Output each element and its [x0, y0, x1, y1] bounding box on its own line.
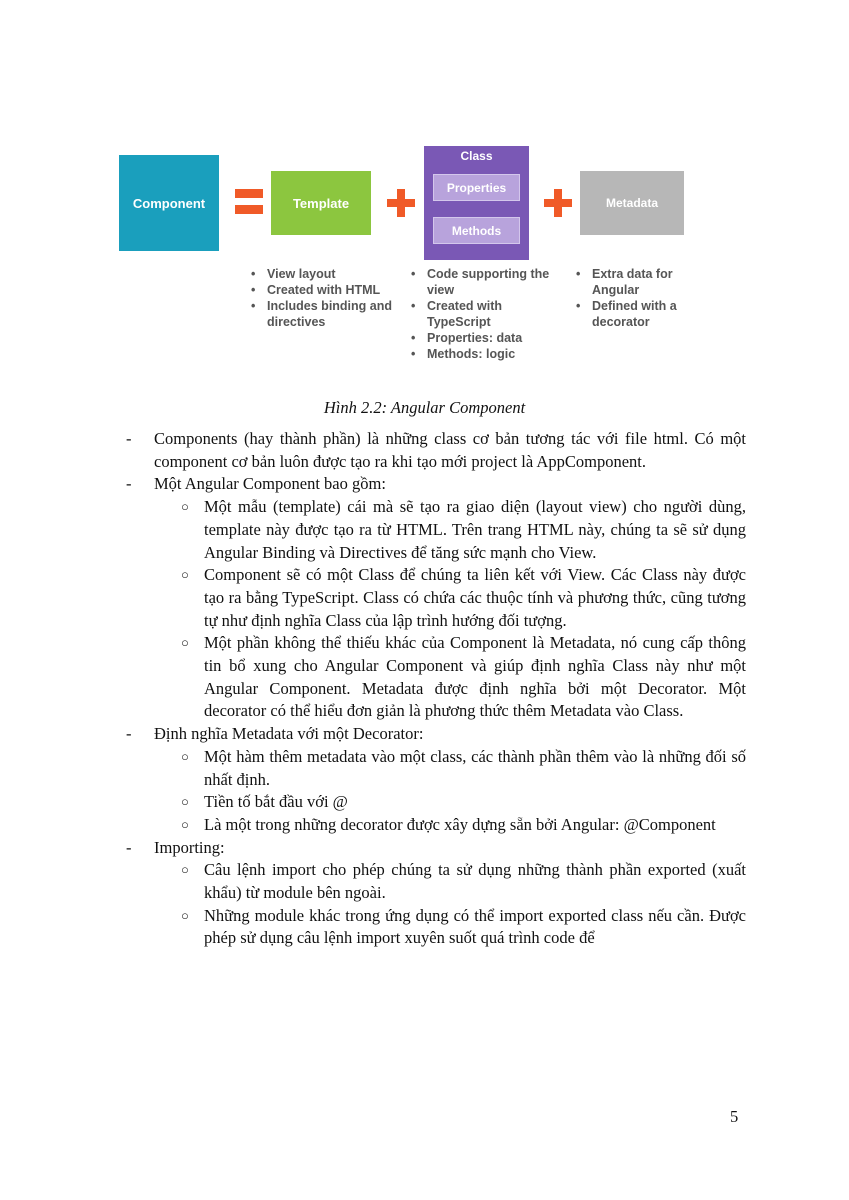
class-bullet: • Code supporting the view — [411, 266, 561, 298]
class-bullet: • Created with TypeScript — [411, 298, 561, 330]
sub-item — [126, 496, 746, 564]
circle-marker: ○ — [181, 816, 189, 832]
angular-component-diagram — [0, 0, 849, 380]
class-bullet: • Methods: logic — [411, 346, 561, 362]
template-label: Template — [292, 195, 350, 211]
list-item-text: Importing: — [154, 837, 225, 857]
sub-item-text: Là một trong những decorator được xây dựng sẵn bởi Angular: @Component — [204, 814, 716, 834]
sub-item-text: Câu lệnh import cho phép chúng ta sử dụng những thành phần exported (xuất khẩu) từ module bên ngoài. — [204, 860, 746, 903]
sub-item — [126, 905, 746, 950]
page-number: 5 — [730, 1107, 739, 1126]
template-box — [271, 171, 371, 235]
body-text — [126, 428, 746, 950]
sub-item-text: Một hàm thêm metadata vào một class, các thành phần thêm vào là những đối số nhất định. — [204, 746, 746, 789]
sub-item — [126, 859, 746, 904]
list-item — [126, 837, 746, 860]
class-properties-box: Properties — [433, 174, 520, 201]
dash-marker: - — [126, 724, 132, 744]
sub-item-text: Một mẫu (template) cái mà sẽ tạo ra giao diện (layout view) cho người dùng, template này được tạo ra từ HTML. Trên trang HTML này, chúng ta sẽ sử dụng Angular Binding và Directives để tăng sức mạnh cho View. — [204, 497, 746, 562]
list-item-text: Một Angular Component bao gồm: — [154, 474, 386, 494]
dash-marker: - — [126, 429, 132, 448]
class-box — [424, 146, 529, 260]
class-methods-box: Methods — [433, 217, 520, 244]
circle-marker: ○ — [181, 794, 189, 810]
sub-item-text: Một phần không thể thiếu khác của Component là Metadata, nó cung cấp thông tin bổ xung cho Angular Component và giúp định nghĩa Class này như một Angular Component. Metadata được định nghĩa bởi một Decorator. Một decorator có thể hiểu đơn giản là phương thức thêm Metadata vào Class. — [204, 633, 746, 721]
sub-item-text: Những module khác trong ứng dụng có thể import exported class nếu cần. Được phép sử dụng câu lệnh import xuyên suốt quá trình code để — [204, 905, 746, 948]
sub-item — [126, 746, 746, 791]
circle-marker: ○ — [181, 907, 189, 923]
metadata-box — [580, 171, 684, 235]
list-item — [126, 723, 746, 746]
sub-item — [126, 564, 746, 632]
sub-item — [126, 814, 746, 837]
class-label: Class — [460, 149, 493, 163]
sub-item-text: Tiền tố bắt đầu với @ — [204, 792, 348, 812]
class-bullet: • Properties: data — [411, 330, 561, 346]
plus-sign — [387, 189, 415, 217]
metadata-label: Metadata — [605, 196, 658, 210]
figure-caption: Hình 2.2: Angular Component — [323, 398, 526, 417]
metadata-bullet: • Extra data for Angular — [576, 266, 716, 298]
sub-item-text: Component sẽ có một Class để chúng ta liên kết với View. Các Class này được tạo ra bằng TypeScript. Class có chứa các thuộc tính và phương thức, cũng tương tự như định nghĩa Class của lập trình hướng đối tượng. — [204, 565, 746, 630]
circle-marker: ○ — [181, 499, 189, 515]
template-bullet: • Includes binding and directives — [251, 298, 411, 330]
equals-sign — [235, 186, 263, 218]
metadata-bullet: • Defined with a decorator — [576, 298, 716, 330]
sub-item — [126, 791, 746, 814]
list-item — [126, 473, 746, 496]
component-box — [119, 155, 219, 251]
list-item — [126, 428, 746, 473]
circle-marker: ○ — [181, 635, 189, 651]
circle-marker: ○ — [181, 567, 189, 583]
dash-marker: - — [126, 474, 132, 494]
template-bullet: • View layout — [251, 266, 411, 282]
plus-sign — [544, 189, 572, 217]
circle-marker: ○ — [181, 862, 189, 878]
dash-marker: - — [126, 837, 132, 857]
template-bullet: • Created with HTML — [251, 282, 411, 298]
circle-marker: ○ — [181, 748, 189, 764]
list-item-text: Định nghĩa Metadata với một Decorator: — [154, 724, 424, 744]
list-item-text: Components (hay thành phần) là những class cơ bản tương tác với file html. Có một component cơ bản luôn được tạo ra khi tạo mới project là AppComponent. — [154, 429, 746, 471]
metadata-bullet-list — [576, 266, 716, 330]
template-bullet-list — [251, 266, 411, 330]
component-label: Component — [132, 195, 206, 211]
sub-item — [126, 632, 746, 723]
class-bullet-list — [411, 266, 561, 362]
